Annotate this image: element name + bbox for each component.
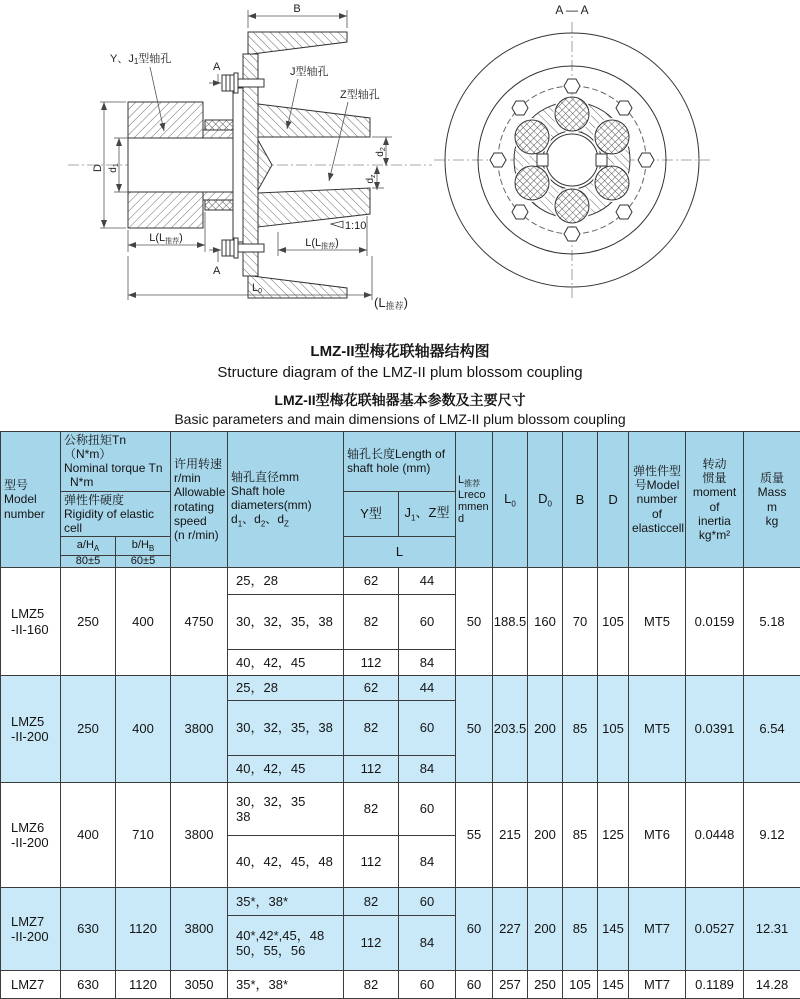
header-inertia: 转动 惯量 moment of inertia kg*m² xyxy=(686,432,744,568)
cell-elastic-model: MT7 xyxy=(629,888,686,971)
cell-inertia: 0.0159 xyxy=(686,568,744,676)
header-l-recommend: $L_{推荐}$ Lrecommend xyxy=(456,432,493,568)
cell-jz-length: 44 xyxy=(399,676,456,701)
cell-diameters: 25，28 xyxy=(228,568,344,595)
cell-torque-a: 400 xyxy=(61,783,116,888)
cell-D0: 200 xyxy=(528,888,563,971)
cell-diameters: 40，42，45 xyxy=(228,650,344,676)
cell-model: LMZ7 xyxy=(1,971,61,999)
cell-torque-b: 1120 xyxy=(116,971,171,999)
params-title-en: Basic parameters and main dimensions of LMZ-II plum blossom coupling xyxy=(174,411,626,427)
dim-d2-label: $d_2$ xyxy=(375,147,387,157)
cell-D: 105 xyxy=(598,676,629,783)
title-block xyxy=(0,342,800,428)
cell-D: 105 xyxy=(598,568,629,676)
cell-D: 125 xyxy=(598,783,629,888)
cell-D0: 160 xyxy=(528,568,563,676)
cell-inertia: 0.0448 xyxy=(686,783,744,888)
header-bH: $b/H_B$ xyxy=(116,537,171,556)
dim-d1-label: $d_1$ xyxy=(108,163,120,173)
bolt-A-label-top: A xyxy=(213,61,221,73)
cell-y-length: 82 xyxy=(344,971,399,999)
cell-elastic-model: MT5 xyxy=(629,568,686,676)
cell-mass: 12.31 xyxy=(744,888,800,971)
cell-torque-b: 1120 xyxy=(116,888,171,971)
sectional-view xyxy=(68,3,432,311)
cell-B: 85 xyxy=(563,783,598,888)
cell-L0: 227 xyxy=(493,888,528,971)
cell-inertia: 0.1189 xyxy=(686,971,744,999)
header-speed: 许用转速 r/min Allowable rotating speed (n r/min) xyxy=(171,432,228,568)
parameters-table xyxy=(0,431,800,999)
cell-y-length: 82 xyxy=(344,888,399,916)
cell-model: LMZ7 -II-200 xyxy=(1,888,61,971)
cell-D0: 200 xyxy=(528,783,563,888)
drum-top-wall xyxy=(248,32,347,54)
header-mass: 质量 Mass m kg xyxy=(744,432,800,568)
header-aH-value: 80±5 xyxy=(61,556,116,568)
cell-L0: 188.5 xyxy=(493,568,528,676)
header-L: L xyxy=(344,537,456,568)
dim-B-label: B xyxy=(293,3,301,15)
header-torque: 公称扭矩Tn（N*m） Nominal torque Tn N*m xyxy=(61,432,171,492)
cell-inertia: 0.0391 xyxy=(686,676,744,783)
dim-L0-label: L0 xyxy=(252,282,263,295)
cell-model: LMZ5 -II-200 xyxy=(1,676,61,783)
header-rigidity: 弹性件硬度 Rigidity of elastic cell xyxy=(61,491,171,536)
cell-jz-length: 60 xyxy=(399,888,456,916)
cell-speed: 3800 xyxy=(171,783,228,888)
structure-title-zh: LMZ-II型梅花联轴器结构图 xyxy=(310,343,490,360)
header-L0: $L_0$ xyxy=(493,432,528,568)
cell-y-length: 112 xyxy=(344,756,399,783)
cell-model: LMZ6 -II-200 xyxy=(1,783,61,888)
header-elastic-model: 弹性件型 号Model number of elasticcell xyxy=(629,432,686,568)
cell-jz-length: 84 xyxy=(399,650,456,676)
cell-lrec: 60 xyxy=(456,971,493,999)
cell-inertia: 0.0527 xyxy=(686,888,744,971)
cell-mass: 9.12 xyxy=(744,783,800,888)
header-model: 型号 Model number xyxy=(1,432,61,568)
taper-label: 1:10 xyxy=(345,220,367,232)
cell-jz-length: 60 xyxy=(399,701,456,756)
cell-y-length: 82 xyxy=(344,701,399,756)
cell-diameters: 30，32，35，38 xyxy=(228,595,344,650)
cell-jz-length: 84 xyxy=(399,916,456,971)
section-aa-label: A — A xyxy=(555,3,589,17)
cell-diameters: 30，32，35 38 xyxy=(228,783,344,836)
cell-speed: 3050 xyxy=(171,971,228,999)
cell-y-length: 82 xyxy=(344,783,399,836)
keyway-left xyxy=(537,154,548,166)
hole-yj1-label: Y、J1型轴孔 xyxy=(110,53,172,66)
cell-D0: 250 xyxy=(528,971,563,999)
shaft-bore xyxy=(546,134,598,186)
dim-L-right-label: L(L推荐) xyxy=(305,237,339,250)
cell-y-length: 62 xyxy=(344,676,399,701)
cell-torque-a: 250 xyxy=(61,676,116,783)
header-shaft-diameters: 轴孔直径mm Shaft hole diameters(mm) $d_1$、$d_2$、$d_Z$ xyxy=(228,432,344,568)
cell-diameters: 35*，38* xyxy=(228,971,344,999)
cell-jz-length: 44 xyxy=(399,568,456,595)
header-D0: $D_0$ xyxy=(528,432,563,568)
cell-mass: 14.28 xyxy=(744,971,800,999)
cell-speed: 3800 xyxy=(171,888,228,971)
cell-B: 85 xyxy=(563,888,598,971)
cell-y-length: 62 xyxy=(344,568,399,595)
cell-torque-a: 630 xyxy=(61,971,116,999)
cell-torque-a: 630 xyxy=(61,888,116,971)
hole-j-label: J型轴孔 xyxy=(290,66,329,78)
cell-D: 145 xyxy=(598,971,629,999)
bolt-A-label-bottom: A xyxy=(213,265,221,277)
cell-jz-length: 60 xyxy=(399,783,456,836)
cell-B: 85 xyxy=(563,676,598,783)
cell-diameters: 35*，38* xyxy=(228,888,344,916)
cell-diameters: 30，32，35，38 xyxy=(228,701,344,756)
cell-jz-length: 84 xyxy=(399,836,456,888)
cell-torque-a: 250 xyxy=(61,568,116,676)
header-aH: $a/H_A$ xyxy=(61,537,116,556)
cell-y-length: 82 xyxy=(344,595,399,650)
cell-y-length: 112 xyxy=(344,650,399,676)
dim-dz-label: $d_z$ xyxy=(365,174,377,184)
cell-L0: 203.5 xyxy=(493,676,528,783)
cell-L0: 215 xyxy=(493,783,528,888)
cell-mass: 6.54 xyxy=(744,676,800,783)
cell-diameters: 40，42，45，48 xyxy=(228,836,344,888)
cell-y-length: 112 xyxy=(344,836,399,888)
technical-drawings xyxy=(0,0,800,330)
dim-D-label: D xyxy=(92,164,104,172)
cell-y-length: 112 xyxy=(344,916,399,971)
cell-elastic-model: MT5 xyxy=(629,676,686,783)
cell-model: LMZ5 -II-160 xyxy=(1,568,61,676)
cell-B: 70 xyxy=(563,568,598,676)
header-j1z-type: $J_1$、Z型 xyxy=(399,491,456,536)
params-title-zh: LMZ-II型梅花联轴器基本参数及主要尺寸 xyxy=(274,392,526,408)
cell-speed: 4750 xyxy=(171,568,228,676)
cell-D0: 200 xyxy=(528,676,563,783)
cell-B: 105 xyxy=(563,971,598,999)
cell-lrec: 50 xyxy=(456,568,493,676)
cell-jz-length: 60 xyxy=(399,971,456,999)
header-y-type: Y型 xyxy=(344,491,399,536)
spider-section xyxy=(205,120,233,130)
cell-jz-length: 84 xyxy=(399,756,456,783)
section-aa-view xyxy=(434,3,710,298)
cell-torque-b: 710 xyxy=(116,783,171,888)
cell-lrec: 50 xyxy=(456,676,493,783)
cell-lrec: 60 xyxy=(456,888,493,971)
cell-L0: 257 xyxy=(493,971,528,999)
cell-torque-b: 400 xyxy=(116,676,171,783)
cell-diameters: 40*,42*,45，48 50，55，56 xyxy=(228,916,344,971)
hole-z-label: Z型轴孔 xyxy=(340,89,380,101)
header-shaft-length: 轴孔长度Length of shaft hole (mm) xyxy=(344,432,456,492)
cell-speed: 3800 xyxy=(171,676,228,783)
keyway-right xyxy=(596,154,607,166)
cell-jz-length: 60 xyxy=(399,595,456,650)
cell-elastic-model: MT7 xyxy=(629,971,686,999)
cell-diameters: 40，42，45 xyxy=(228,756,344,783)
cell-torque-b: 400 xyxy=(116,568,171,676)
dim-L-left-label: L(L推荐) xyxy=(149,232,183,245)
cell-D: 145 xyxy=(598,888,629,971)
cell-mass: 5.18 xyxy=(744,568,800,676)
cell-lrec: 55 xyxy=(456,783,493,888)
header-B: B xyxy=(563,432,598,568)
cell-elastic-model: MT6 xyxy=(629,783,686,888)
header-bH-value: 60±5 xyxy=(116,556,171,568)
dim-Lrec-label: (L推荐) xyxy=(374,295,408,311)
header-D: D xyxy=(598,432,629,568)
structure-title-en: Structure diagram of the LMZ-II plum blossom coupling xyxy=(217,364,583,381)
cell-diameters: 25，28 xyxy=(228,676,344,701)
